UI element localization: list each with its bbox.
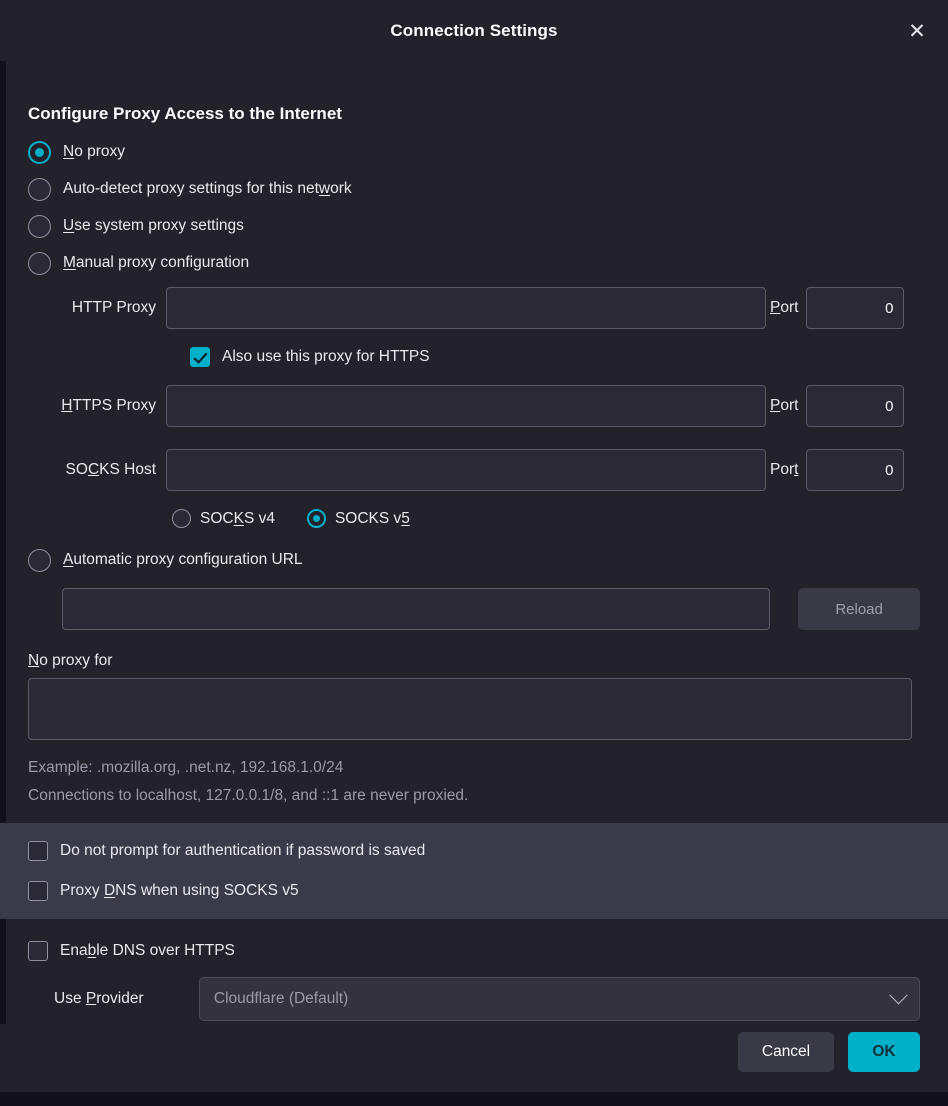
also-https-label: Also use this proxy for HTTPS — [222, 348, 430, 365]
auth-options-band — [0, 823, 948, 919]
also-https-checkbox[interactable] — [190, 347, 210, 367]
pac-url-input[interactable] — [62, 588, 770, 630]
chevron-down-icon — [889, 986, 907, 1004]
also-https-row[interactable] — [190, 343, 920, 371]
radio-indicator[interactable] — [307, 509, 326, 528]
cancel-button[interactable]: Cancel — [738, 1032, 834, 1072]
doh-provider-label: Use Provider — [54, 990, 144, 1007]
doh-provider-row — [54, 977, 920, 1021]
enable-doh-checkbox[interactable] — [28, 941, 48, 961]
dialog-content — [0, 61, 948, 1092]
radio-indicator[interactable] — [28, 549, 51, 572]
http-proxy-row — [28, 287, 920, 329]
page-title: Configure Proxy Access to the Internet — [28, 104, 342, 123]
socks-v5-label: SOCKS v5 — [334, 509, 410, 527]
radio-indicator[interactable] — [28, 252, 51, 275]
http-port-input[interactable] — [806, 287, 904, 329]
radio-indicator[interactable] — [172, 509, 191, 528]
radio-indicator[interactable] — [28, 215, 51, 238]
option-enable-doh[interactable] — [28, 937, 920, 965]
no-proxy-for-label: No proxy for — [28, 652, 113, 669]
radio-indicator[interactable] — [28, 141, 51, 164]
radio-auto-detect[interactable] — [28, 175, 920, 203]
no-auth-prompt-checkbox[interactable] — [28, 841, 48, 861]
https-proxy-input[interactable] — [166, 385, 766, 427]
radio-socks-v4[interactable] — [172, 509, 275, 528]
https-proxy-label: HTTPS Proxy — [61, 397, 156, 414]
socks-host-row — [28, 449, 920, 491]
socks-v4-label: SOCKS v4 — [200, 509, 275, 527]
radio-indicator[interactable] — [28, 178, 51, 201]
radio-label-manual-proxy: Manual proxy configuration — [63, 254, 250, 271]
ok-button[interactable]: OK — [848, 1032, 920, 1072]
enable-doh-label: Enable DNS over HTTPS — [60, 942, 235, 959]
socks-port-input[interactable] — [806, 449, 904, 491]
radio-pac-url[interactable] — [28, 546, 920, 574]
option-proxy-dns-socks5[interactable] — [28, 877, 920, 905]
socks-version-group — [172, 509, 920, 528]
radio-label-system-proxy: Use system proxy settings — [63, 217, 244, 234]
proxy-dns-label: Proxy DNS when using SOCKS v5 — [60, 882, 299, 899]
radio-label-pac-url: Automatic proxy configuration URL — [63, 551, 303, 568]
option-no-auth-prompt[interactable] — [28, 837, 920, 865]
socks-host-input[interactable] — [166, 449, 766, 491]
radio-socks-v5[interactable] — [307, 509, 410, 528]
doh-provider-select[interactable] — [199, 977, 920, 1021]
doh-provider-value: Cloudflare (Default) — [213, 990, 349, 1007]
no-proxy-for-textarea[interactable] — [28, 678, 912, 740]
close-glyph: ✕ — [908, 18, 926, 43]
pac-url-row — [62, 588, 920, 630]
no-proxy-example: Example: .mozilla.org, .net.nz, 192.168.1.0/24 — [28, 759, 344, 776]
http-proxy-input[interactable] — [166, 287, 766, 329]
dialog-titlebar — [0, 0, 948, 61]
radio-manual-proxy[interactable] — [28, 249, 920, 277]
dialog-title: Connection Settings — [390, 20, 558, 40]
close-icon[interactable] — [898, 12, 936, 50]
socks-port-label: Port — [770, 461, 799, 478]
dialog-footer — [0, 1024, 948, 1092]
socks-host-label: SOCKS Host — [65, 461, 156, 478]
http-proxy-label: HTTP Proxy — [71, 299, 156, 316]
https-port-label: Port — [770, 397, 799, 414]
no-auth-prompt-label: Do not prompt for authentication if password is saved — [60, 842, 426, 859]
radio-label-auto-detect: Auto-detect proxy settings for this network — [63, 180, 352, 197]
http-port-label: Port — [770, 299, 799, 316]
https-port-input[interactable] — [806, 385, 904, 427]
bottom-edge-strip — [0, 1092, 948, 1106]
radio-no-proxy[interactable] — [28, 138, 920, 166]
proxy-dns-checkbox[interactable] — [28, 881, 48, 901]
https-proxy-row — [28, 385, 920, 427]
no-proxy-note: Connections to localhost, 127.0.0.1/8, and ::1 are never proxied. — [28, 787, 469, 804]
radio-label-no-proxy: No proxy — [63, 143, 126, 160]
reload-button[interactable]: Reload — [798, 588, 920, 630]
radio-system-proxy[interactable] — [28, 212, 920, 240]
